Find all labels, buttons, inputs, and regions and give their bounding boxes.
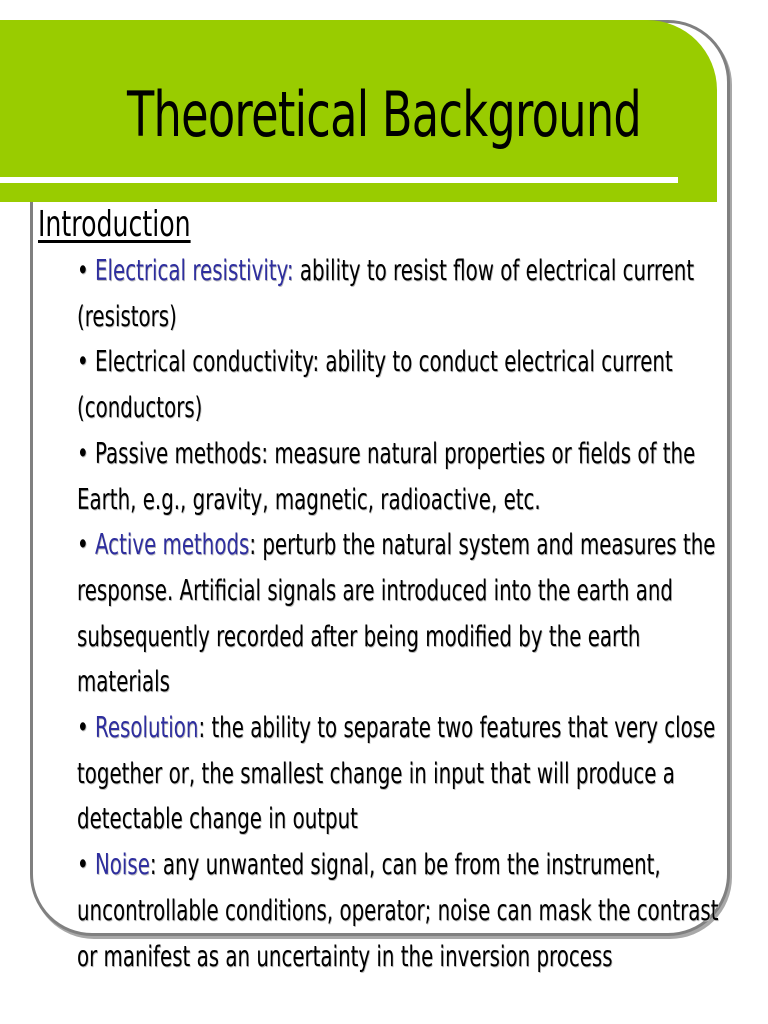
bullet-term: Noise (94, 848, 150, 882)
title-underline (0, 177, 678, 183)
bullet-term: Electrical resistivity: (94, 254, 294, 287)
bullet-list (77, 248, 730, 979)
bullet-item-active-methods (77, 522, 730, 705)
bullet-marker: • (77, 528, 89, 562)
bullet-item-conductivity (77, 339, 730, 430)
bullet-term: Electrical conductivity: (94, 345, 320, 379)
slide-title: Theoretical Background (126, 78, 642, 151)
bullet-item-resolution (77, 705, 730, 842)
bullet-text: : any unwanted signal, can be from the instrument, uncontrollable conditions, operator; noise can mask the contrast or manifest as an uncertainty in the inversion process (77, 848, 719, 973)
bullet-term: Active methods (94, 528, 250, 562)
section-heading: Introduction (38, 204, 191, 245)
bullet-text: ability to resist flow of electrical current (resistors) (77, 254, 695, 333)
bullet-marker: • (77, 436, 89, 470)
bullet-marker: • (77, 345, 89, 379)
bullet-term: Resolution (94, 711, 199, 745)
bullet-text: measure natural properties or fields of the Earth, e.g., gravity, magnetic, radioactive, etc. (77, 436, 696, 516)
bullet-term: Passive methods: (94, 436, 269, 470)
bullet-item-noise (77, 842, 730, 979)
bullet-marker: • (77, 254, 89, 287)
bullet-marker: • (77, 711, 89, 745)
bullet-text: : perturb the natural system and measures the response. Artificial signals are introduced into the earth and subsequently recorded after being modified by the earth materials (77, 528, 716, 699)
bullet-item-resistivity (77, 248, 730, 339)
bullet-text: : the ability to separate two features that very close together or, the smallest change in input that will produce a detectable change in output (77, 711, 716, 836)
bullet-item-passive-methods (77, 431, 730, 522)
bullet-marker: • (77, 848, 89, 882)
bullet-text: ability to conduct electrical current (conductors) (77, 345, 673, 425)
